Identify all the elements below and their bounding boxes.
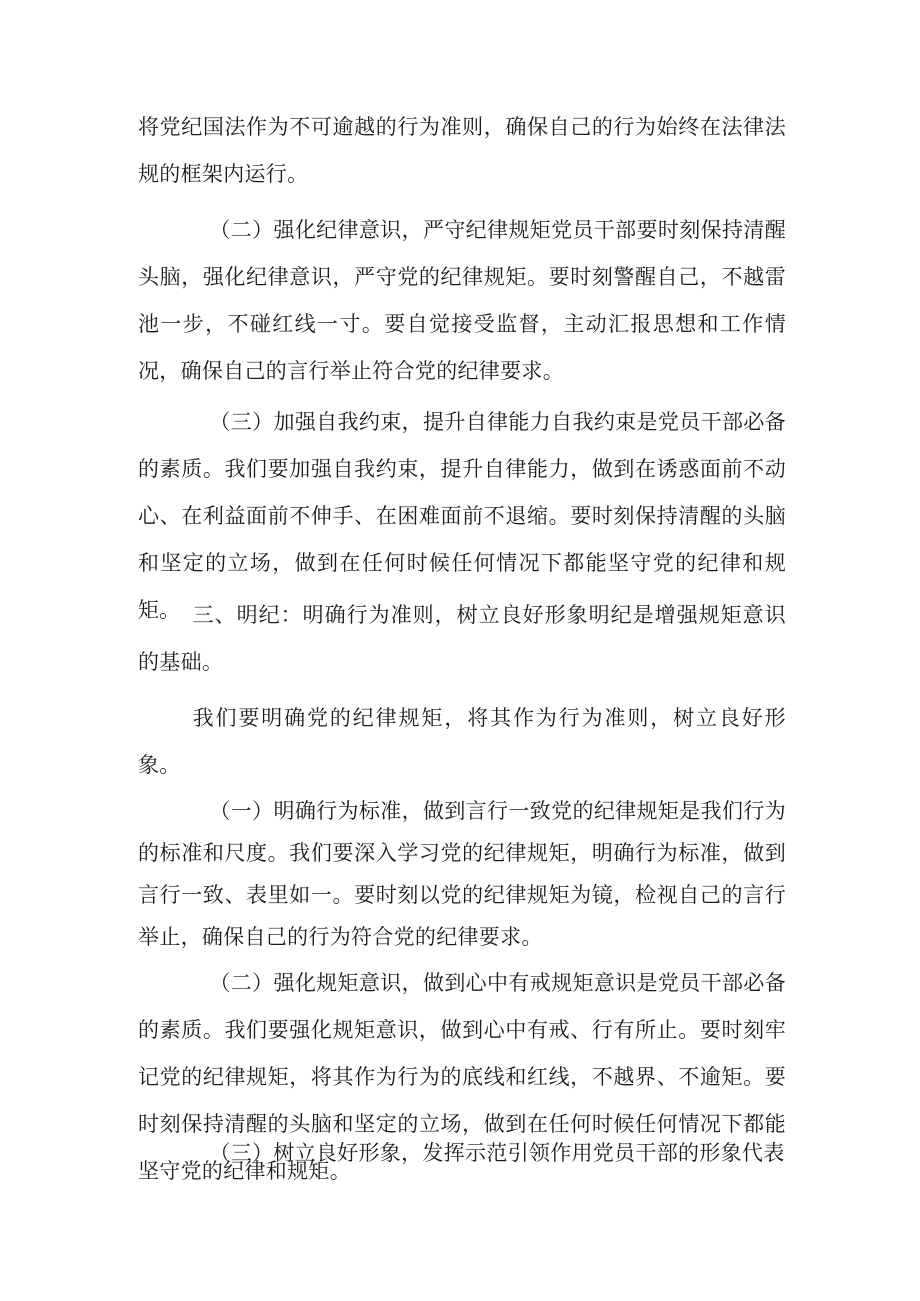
paragraph-6: （一）明确行为标准，做到言行一致党的纪律规矩是我们行为的标准和尺度。我们要深入学习党的纪律规矩，明确行为标准，做到言行一致、表里如一。要时刻以党的纪律规矩为镜，检视自己的言行举止，确保自己的行为符合党的纪律要求。 — [138, 799, 786, 949]
paragraph-1: 将党纪国法作为不可逾越的行为准则，确保自己的行为始终在法律法规的框架内运行。 — [138, 115, 786, 186]
paragraph-5: 我们要明确党的纪律规矩，将其作为行为准则，树立良好形象。 — [138, 706, 786, 777]
section-heading: 三、明纪：明确行为准则，树立良好形象明纪是增强规矩意识的基础。 — [138, 603, 786, 674]
paragraph-7: （二）强化规矩意识，做到心中有戒规矩意识是党员干部必备的素质。我们要强化规矩意识，做到心中有戒、行有所止。要时刻牢记党的纪律规矩，将其作为行为的底线和红线，不越界、不逾矩。要时刻保持清醒的头脑和坚定的立场，做到在任何时候任何情况下都能坚守党的纪律和规矩。 — [138, 971, 786, 1183]
paragraph-2: （二）强化纪律意识，严守纪律规矩党员干部要时刻保持清醒头脑，强化纪律意识，严守党的纪律规矩。要时刻警醒自己，不越雷池一步，不碰红线一寸。要自觉接受监督，主动汇报思想和工作情况，确保自己的言行举止符合党的纪律要求。 — [138, 218, 786, 383]
paragraph-3: （三）加强自我约束，提升自律能力自我约束是党员干部必备的素质。我们要加强自我约束，提升自律能力，做到在诱惑面前不动心、在利益面前不伸手、在困难面前不退缩。要时刻保持清醒的头脑和坚定的立场，做到在任何时候任何情况下都能坚守党的纪律和规矩。 — [138, 410, 786, 622]
paragraph-8: （三）树立良好形象，发挥示范引领作用党员干部的形象代表 — [209, 1141, 785, 1165]
